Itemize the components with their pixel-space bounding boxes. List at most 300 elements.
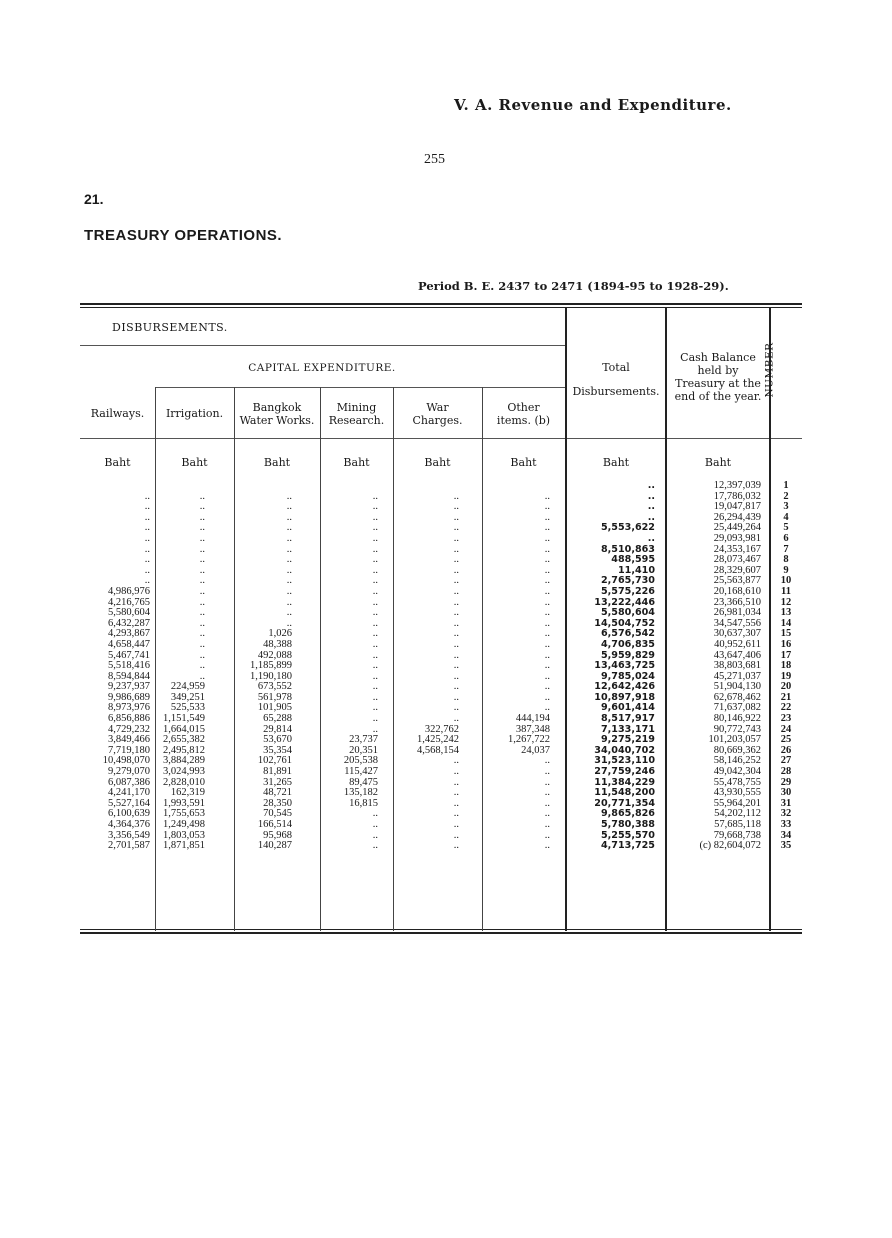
- table-cell: ..: [199, 638, 205, 650]
- table-cell: ..: [372, 501, 378, 513]
- table-cell: ..: [453, 660, 459, 672]
- table-cell: 5,518,416: [108, 660, 150, 672]
- mining-header: Mining Research.: [328, 401, 385, 427]
- table-cell: ..: [199, 501, 205, 513]
- table-cell: ..: [544, 776, 550, 788]
- table-cell: 8: [783, 554, 789, 566]
- table-cell: ..: [544, 755, 550, 767]
- unit-total: Baht: [602, 456, 630, 469]
- table-cell: 25,449,264: [713, 522, 761, 534]
- table-cell: 5,527,164: [108, 797, 150, 809]
- table-cell: ..: [453, 840, 459, 852]
- cash-balance-column: [667, 481, 761, 852]
- table-cell: 17: [780, 649, 792, 661]
- table-cell: ..: [372, 702, 378, 714]
- table-cell: ..: [544, 691, 550, 703]
- table-cell: ..: [372, 575, 378, 587]
- table-cell: 28: [780, 766, 792, 778]
- table-cell: 29: [780, 776, 792, 788]
- table-cell: 79,668,738: [713, 829, 761, 841]
- table-cell: 16,815: [349, 797, 378, 809]
- table-cell: 13: [780, 607, 792, 619]
- table-cell: ..: [199, 628, 205, 640]
- table-cell: ..: [372, 840, 378, 852]
- table-cell: ..: [199, 596, 205, 608]
- table-cell: 1,151,549: [163, 713, 205, 725]
- table-cell-spacer: [484, 481, 550, 492]
- table-cell: 34,547,556: [713, 617, 761, 629]
- railways-column: [82, 481, 150, 852]
- row-number-column: [776, 481, 796, 852]
- table-cell: ..: [544, 554, 550, 566]
- table-cell: 19,047,817: [713, 501, 761, 513]
- table-cell: ..: [286, 490, 292, 502]
- table-cell: 2,495,812: [163, 744, 205, 756]
- irrigation-header: Irrigation.: [165, 407, 224, 420]
- table-cell: (c) 82,604,072: [699, 840, 761, 852]
- table-cell: 17,786,032: [713, 490, 761, 502]
- table-cell: ..: [544, 532, 550, 544]
- table-cell: ..: [544, 638, 550, 650]
- table-cell: 4,729,232: [108, 723, 150, 735]
- table-cell: 51,904,130: [713, 681, 761, 693]
- other-items-header: Other items. (b): [496, 401, 551, 427]
- table-cell: ..: [372, 638, 378, 650]
- table-cell: 444,194: [515, 713, 550, 725]
- table-cell: ..: [544, 649, 550, 661]
- table-cell: ..: [453, 607, 459, 619]
- table-cell: 20: [780, 681, 792, 693]
- table-cell-spacer: [236, 481, 292, 492]
- table-cell: ..: [199, 649, 205, 661]
- table-cell: 4,713,725: [600, 840, 655, 852]
- table-cell: ..: [453, 501, 459, 513]
- table-cell: 26,981,034: [713, 607, 761, 619]
- table-cell: ..: [372, 691, 378, 703]
- unit-other: Baht: [510, 456, 537, 469]
- table-cell: 81,891: [263, 766, 292, 778]
- table-cell: 35,354: [263, 744, 292, 756]
- table-cell: ..: [286, 543, 292, 555]
- table-cell: ..: [372, 522, 378, 534]
- table-cell: 32: [780, 808, 792, 820]
- unit-railways: Baht: [104, 456, 131, 469]
- table-cell: 8,510,863: [600, 543, 655, 555]
- table-cell: 43,930,555: [713, 787, 761, 799]
- table-cell: ..: [144, 501, 150, 513]
- table-cell: 9,865,826: [600, 808, 655, 820]
- table-cell: 2,701,587: [108, 840, 150, 852]
- table-cell: ..: [372, 819, 378, 830]
- table-cell: ..: [372, 681, 378, 693]
- table-cell: ..: [544, 522, 550, 534]
- table-cell: ..: [453, 585, 459, 597]
- table-cell: ..: [647, 480, 655, 491]
- table-cell: 29,093,981: [713, 532, 761, 544]
- table-cell: 135,182: [343, 787, 378, 799]
- table-cell: 38,803,681: [713, 660, 761, 672]
- table-cell: ..: [286, 575, 292, 587]
- table-cell: 31: [780, 797, 792, 809]
- table-cell: 9: [783, 564, 789, 576]
- table-cell: 492,088: [257, 649, 292, 661]
- table-cell: ..: [453, 713, 459, 725]
- table-cell: 1,664,015: [163, 723, 205, 735]
- table-cell: ..: [144, 554, 150, 566]
- war-charges-column: [395, 481, 459, 852]
- table-cell-spacer: [322, 481, 378, 492]
- table-cell: 8,594,844: [108, 670, 150, 682]
- table-cell: ..: [453, 702, 459, 714]
- table-cell: 4,568,154: [417, 744, 459, 756]
- table-cell: ..: [544, 797, 550, 809]
- table-cell: 5,959,829: [600, 649, 655, 661]
- table-cell: 12,397,039: [713, 480, 761, 491]
- table-cell: 35: [780, 840, 792, 852]
- table-cell: 26: [780, 744, 792, 756]
- table-cell: 488,595: [611, 554, 655, 566]
- table-cell: 80,669,362: [713, 744, 761, 756]
- table-cell: 45,271,037: [713, 670, 761, 682]
- table-cell: 54,202,112: [714, 808, 761, 820]
- table-cell: 166,514: [257, 819, 292, 830]
- table-cell: 9,601,414: [600, 702, 655, 714]
- table-cell: 3,884,289: [163, 755, 205, 767]
- table-cell: 5,580,604: [600, 607, 655, 619]
- table-cell: 2,765,730: [600, 575, 655, 587]
- table-cell: 1,755,653: [163, 808, 205, 820]
- table-cell: ..: [453, 490, 459, 502]
- table-cell: 20,351: [349, 744, 378, 756]
- table-cell: 162,319: [170, 787, 205, 799]
- table-cell: 6,576,542: [600, 628, 655, 640]
- period-caption: Period B. E. 2437 to 2471 (1894-95 to 1928-29).: [418, 279, 729, 293]
- table-cell: 23,366,510: [713, 596, 761, 608]
- table-cell: ..: [199, 660, 205, 672]
- table-cell: 20,771,354: [594, 797, 655, 809]
- table-cell-spacer: [395, 481, 459, 492]
- table-cell: 205,538: [343, 755, 378, 767]
- table-cell: 3,024,993: [163, 766, 205, 778]
- table-cell: ..: [647, 490, 655, 502]
- table-cell: 6,432,287: [108, 617, 150, 629]
- table-cell: ..: [453, 797, 459, 809]
- war-charges-header: War Charges.: [412, 401, 463, 427]
- table-cell: ..: [286, 554, 292, 566]
- table-cell: 13,463,725: [594, 660, 655, 672]
- table-cell: 6,856,886: [108, 713, 150, 725]
- table-cell: 27: [780, 755, 792, 767]
- table-cell: 21: [780, 691, 792, 703]
- table-cell: 28,329,607: [713, 564, 761, 576]
- table-cell: 89,475: [349, 776, 378, 788]
- table-cell: ..: [453, 766, 459, 778]
- table-cell: 31,523,110: [594, 755, 655, 767]
- table-cell: ..: [372, 829, 378, 841]
- table-cell-spacer: [82, 481, 150, 492]
- railways-header: Railways.: [90, 407, 145, 420]
- table-cell: 4,216,765: [108, 596, 150, 608]
- table-cell: ..: [286, 585, 292, 597]
- table-cell: 1,993,591: [163, 797, 205, 809]
- unit-bangkok-water: Baht: [263, 456, 291, 469]
- table-cell: 55,478,755: [713, 776, 761, 788]
- table-cell: ..: [647, 511, 655, 523]
- table-cell: ..: [453, 596, 459, 608]
- table-cell: ..: [544, 511, 550, 523]
- other-items-column: [484, 481, 550, 852]
- table-cell: 55,964,201: [713, 797, 761, 809]
- table-cell: ..: [453, 691, 459, 703]
- table-cell: 525,533: [170, 702, 205, 714]
- table-cell: ..: [647, 501, 655, 513]
- table-cell: ..: [372, 649, 378, 661]
- table-cell: ..: [372, 511, 378, 523]
- table-cell: 10,498,070: [102, 755, 150, 767]
- number-header: NUMBER: [763, 342, 776, 398]
- table-cell: 4,364,376: [108, 819, 150, 830]
- table-cell: 34: [780, 829, 792, 841]
- table-cell: ..: [544, 596, 550, 608]
- table-cell: ..: [544, 501, 550, 513]
- table-cell: 4,241,170: [108, 787, 150, 799]
- table-cell: 31,265: [263, 776, 292, 788]
- table-cell: 9,237,937: [108, 681, 150, 693]
- table-cell: 7: [783, 543, 789, 555]
- table-cell: ..: [199, 585, 205, 597]
- table-cell: 4: [783, 511, 789, 523]
- table-cell: ..: [453, 829, 459, 841]
- total-disbursements-column: [569, 481, 655, 852]
- table-cell: ..: [372, 670, 378, 682]
- table-cell: 20,168,610: [713, 585, 761, 597]
- table-cell: ..: [144, 564, 150, 576]
- table-cell: ..: [144, 490, 150, 502]
- table-cell: 11,548,200: [594, 787, 655, 799]
- table-cell: ..: [199, 564, 205, 576]
- table-cell: 3: [783, 501, 789, 513]
- table-cell: 14: [780, 617, 792, 629]
- table-cell: ..: [453, 575, 459, 587]
- table-cell: ..: [453, 649, 459, 661]
- table-cell: ..: [144, 575, 150, 587]
- table-cell: ..: [544, 575, 550, 587]
- table-cell: 53,670: [263, 734, 292, 746]
- table-cell: 561,978: [257, 691, 292, 703]
- table-cell: 58,146,252: [713, 755, 761, 767]
- table-cell: ..: [453, 670, 459, 682]
- table-cell: 14,504,752: [594, 617, 655, 629]
- table-cell: ..: [199, 511, 205, 523]
- table-cell: 28,073,467: [713, 554, 761, 566]
- table-cell: ..: [199, 575, 205, 587]
- table-cell: ..: [453, 532, 459, 544]
- table-cell: ..: [647, 532, 655, 544]
- table-cell: 1,190,180: [250, 670, 292, 682]
- table-cell: ..: [544, 628, 550, 640]
- table-cell: 5,467,741: [108, 649, 150, 661]
- table-cell: 5,580,604: [108, 607, 150, 619]
- table-cell: 19: [780, 670, 792, 682]
- table-cell: 2,828,010: [163, 776, 205, 788]
- table-cell: 95,968: [263, 829, 292, 841]
- table-cell: 25: [780, 734, 792, 746]
- table-cell: 1: [783, 480, 789, 491]
- table-cell: ..: [453, 617, 459, 629]
- table-cell: 673,552: [257, 681, 292, 693]
- table-cell: 24,353,167: [713, 543, 761, 555]
- table-cell: 349,251: [170, 691, 205, 703]
- table-cell: 80,146,922: [713, 713, 761, 725]
- table-cell: ..: [372, 585, 378, 597]
- table-cell: 115,427: [344, 766, 378, 778]
- table-cell: ..: [199, 532, 205, 544]
- table-cell: ..: [199, 522, 205, 534]
- section-title: V. A. Revenue and Expenditure.: [454, 96, 732, 114]
- table-cell: ..: [286, 511, 292, 523]
- table-cell: ..: [453, 776, 459, 788]
- table-cell: ..: [544, 607, 550, 619]
- table-cell: ..: [544, 585, 550, 597]
- total-disbursements-header: Total Disbursements.: [572, 361, 660, 398]
- table-cell: 8,973,976: [108, 702, 150, 714]
- table-cell: 10,897,918: [594, 691, 655, 703]
- table-cell: 30: [780, 787, 792, 799]
- table-cell: ..: [544, 808, 550, 820]
- table-cell: 2: [783, 490, 789, 502]
- table-cell: ..: [544, 766, 550, 778]
- irrigation-column: [157, 481, 205, 852]
- unit-war: Baht: [424, 456, 451, 469]
- table-cell: ..: [544, 681, 550, 693]
- table-cell: 25,563,877: [713, 575, 761, 587]
- mining-column: [322, 481, 378, 852]
- table-cell: 101,203,057: [708, 734, 761, 746]
- table-cell: ..: [372, 564, 378, 576]
- table-cell: 43,647,406: [713, 649, 761, 661]
- table-cell: 7,719,180: [108, 744, 150, 756]
- table-cell: 18: [780, 660, 792, 672]
- table-cell: 48,388: [263, 638, 292, 650]
- table-cell: ..: [544, 617, 550, 629]
- table-cell: ..: [372, 596, 378, 608]
- table-cell: ..: [453, 554, 459, 566]
- table-cell: ..: [453, 543, 459, 555]
- table-cell: ..: [453, 808, 459, 820]
- table-cell: ..: [199, 543, 205, 555]
- table-cell: ..: [544, 787, 550, 799]
- table-cell: 5,575,226: [600, 585, 655, 597]
- table-cell: ..: [286, 522, 292, 534]
- table-cell: ..: [453, 819, 459, 830]
- unit-irrigation: Baht: [181, 456, 208, 469]
- table-cell: ..: [199, 554, 205, 566]
- unit-cash: Baht: [704, 456, 732, 469]
- table-cell: ..: [286, 564, 292, 576]
- table-cell: 13,222,446: [594, 596, 655, 608]
- table-cell: ..: [372, 554, 378, 566]
- table-cell: 3,849,466: [108, 734, 150, 746]
- table-cell: ..: [372, 660, 378, 672]
- capital-expenditure-label: CAPITAL EXPENDITURE.: [248, 362, 396, 374]
- table-cell: ..: [453, 564, 459, 576]
- table-cell: 9,279,070: [108, 766, 150, 778]
- table-cell: ..: [286, 617, 292, 629]
- table-cell: ..: [372, 723, 378, 735]
- table-cell: ..: [199, 617, 205, 629]
- table-cell: ..: [544, 543, 550, 555]
- table-cell: ..: [199, 490, 205, 502]
- table-cell: 71,637,082: [713, 702, 761, 714]
- table-cell: 28,350: [263, 797, 292, 809]
- table-cell: 70,545: [263, 808, 292, 820]
- disbursements-label: DISBURSEMENTS.: [112, 321, 228, 334]
- unit-mining: Baht: [343, 456, 370, 469]
- table-cell: ..: [544, 702, 550, 714]
- table-cell: 5,553,622: [600, 522, 655, 534]
- cash-balance-header: Cash Balance held by Treasury at the end of the year.: [674, 351, 762, 403]
- table-cell: 23: [780, 713, 792, 725]
- table-title: TREASURY OPERATIONS.: [84, 227, 283, 244]
- table-cell: 11: [781, 585, 791, 597]
- table-cell: 102,761: [257, 755, 292, 767]
- table-cell: ..: [372, 532, 378, 544]
- table-cell: 4,986,976: [108, 585, 150, 597]
- table-cell: 9,785,024: [600, 670, 655, 682]
- table-cell: ..: [372, 617, 378, 629]
- table-cell: 11,384,229: [594, 776, 655, 788]
- table-cell: ..: [286, 607, 292, 619]
- table-cell: ..: [286, 501, 292, 513]
- table-cell: ..: [544, 840, 550, 852]
- table-cell: 387,348: [515, 723, 550, 735]
- table-cell: ..: [453, 755, 459, 767]
- table-cell: ..: [453, 628, 459, 640]
- table-cell-spacer: [157, 481, 205, 492]
- table-cell: 7,133,171: [600, 723, 655, 735]
- table-cell: ..: [453, 638, 459, 650]
- table-cell: 6,087,386: [108, 776, 150, 788]
- table-cell: 11,410: [617, 564, 655, 576]
- table-cell: 90,772,743: [713, 723, 761, 735]
- table-cell: 1,026: [268, 628, 292, 640]
- table-cell: 1,803,053: [163, 829, 205, 841]
- table-cell: 2,655,382: [163, 734, 205, 746]
- table-cell: 48,721: [263, 787, 292, 799]
- table-cell: ..: [372, 713, 378, 725]
- table-cell: 34,040,702: [594, 744, 655, 756]
- table-cell: ..: [544, 829, 550, 841]
- table-cell: ..: [144, 543, 150, 555]
- table-cell: 1,249,498: [163, 819, 205, 830]
- table-cell: 24,037: [521, 744, 550, 756]
- table-cell: 30,637,307: [713, 628, 761, 640]
- table-cell: ..: [372, 490, 378, 502]
- table-cell: 322,762: [424, 723, 459, 735]
- table-cell: ..: [453, 511, 459, 523]
- table-cell: 33: [780, 819, 792, 830]
- table-cell: 4,658,447: [108, 638, 150, 650]
- table-number: 21.: [84, 191, 104, 207]
- table-cell: 3,356,549: [108, 829, 150, 841]
- table-cell: 224,959: [170, 681, 205, 693]
- table-cell: 1,871,851: [163, 840, 205, 852]
- table-cell: 65,288: [263, 713, 292, 725]
- table-cell: 9,986,689: [108, 691, 150, 703]
- table-cell: 26,294,439: [713, 511, 761, 523]
- table-cell: ..: [286, 596, 292, 608]
- page-number: 255: [424, 152, 445, 167]
